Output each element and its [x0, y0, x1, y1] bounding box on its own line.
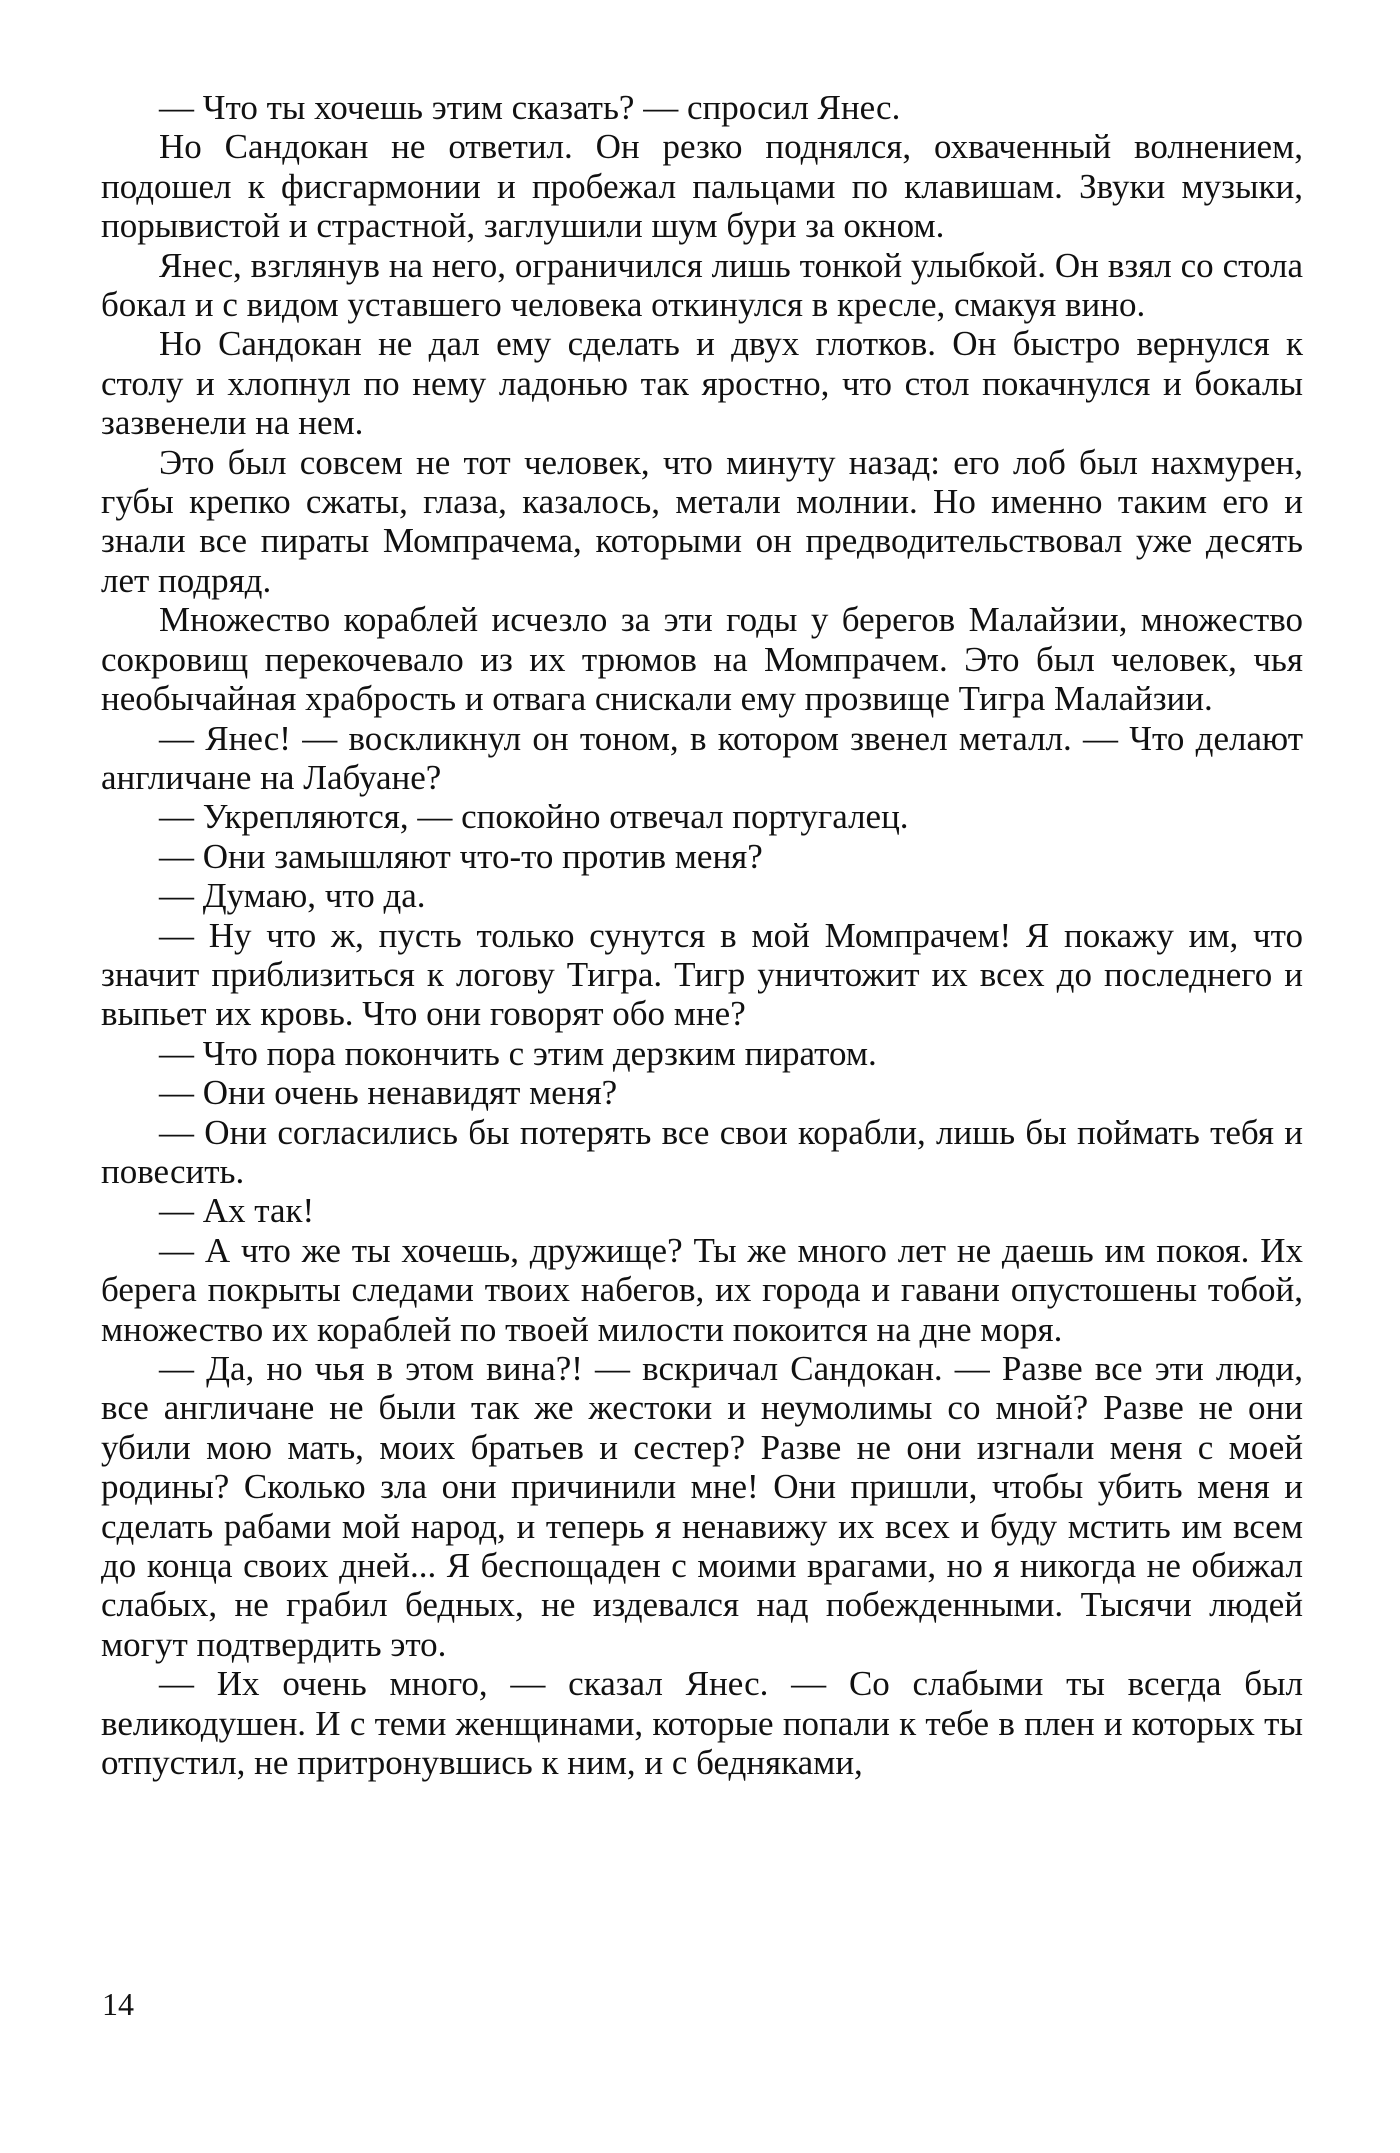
paragraph: — Что ты хочешь этим сказать? — спросил Янес.	[159, 88, 901, 127]
paragraph: — Что пора покончить с этим дерзким пиратом.	[159, 1033, 877, 1073]
paragraph: — Их очень много, — сказал Янес. — Со слабыми ты всегда был великодушен. И с теми женщинами, которые попали к тебе в плен и которых ты отпустил, не притронувшись к ним, и с бедняками,	[101, 1664, 1303, 1783]
paragraph: Но Сандокан не ответил. Он резко поднялся, охваченный волнением, подошел к фисгармонии и пробежал пальцами по клавишам. Звуки музыки, порывистой и страстной, заглушили шум бури за окном.	[101, 127, 1303, 246]
paragraph: — Ну что ж, пусть только сунутся в мой Момпрачем! Я покажу им, что значит приблизиться к логову Тигра. Тигр уничтожит их всех до последнего и выпьет их кровь. Что они говорят обо мне?	[101, 915, 1303, 1034]
paragraph: Но Сандокан не дал ему сделать и двух глотков. Он быстро вернулся к столу и хлопнул по нему ладонью так яростно, что стол покачнулся и бокалы зазвенели на нем.	[101, 324, 1303, 443]
page-text	[101, 88, 1303, 1782]
paragraph: Множество кораблей исчезло за эти годы у берегов Малайзии, множество сокровищ перекочевало из их трюмов на Момпрачем. Это был человек, чья необычайная храбрость и отвага снискали ему прозвище Тигра Малайзии.	[101, 600, 1303, 719]
paragraph: — Укрепляются, — спокойно отвечал португалец.	[159, 797, 909, 837]
paragraph: Это был совсем не тот человек, что минуту назад: его лоб был нахмурен, губы крепко сжаты, глаза, казалось, метали молнии. Но именно таким его и знали все пираты Момпрачема, которыми он предводительствовал уже десять лет подряд.	[101, 442, 1303, 600]
paragraph: — Янес! — воскликнул он тоном, в котором звенел металл. — Что делают англичане на Лабуане?	[101, 718, 1303, 797]
paragraph: — А что же ты хочешь, дружище? Ты же много лет не даешь им покоя. Их берега покрыты следами твоих набегов, их города и гавани опустошены тобой, множество их кораблей по твоей милости покоится на дне моря.	[101, 1230, 1303, 1349]
paragraph: — Они согласились бы потерять все свои корабли, лишь бы поймать тебя и повесить.	[101, 1112, 1303, 1191]
paragraph: — Они очень ненавидят меня?	[159, 1073, 618, 1113]
paragraph: — Они замышляют что-то против меня?	[159, 836, 763, 876]
paragraph: — Да, но чья в этом вина?! — вскричал Сандокан. — Разве все эти люди, все англичане не были так же жестоки и неумолимы со мной? Разве не они убили мою мать, моих братьев и сестер? Разве не они изгнали меня с моей родины? Сколько зла они причинили мне! Они пришли, чтобы убить меня и сделать рабами мой народ, и теперь я ненавижу их всех и буду мстить им всем до конца своих дней... Я беспощаден с моими врагами, но я никогда не обижал слабых, не грабил бедных, не издевался над побежденными. Тысячи людей могут подтвердить это.	[101, 1349, 1303, 1664]
page-number: 14	[102, 1986, 134, 2022]
paragraph: — Ах так!	[159, 1191, 315, 1231]
paragraph: — Думаю, что да.	[159, 876, 426, 916]
paragraph: Янес, взглянув на него, ограничился лишь тонкой улыбкой. Он взял со стола бокал и с видом уставшего человека откинулся в кресле, смакуя вино.	[101, 245, 1303, 325]
